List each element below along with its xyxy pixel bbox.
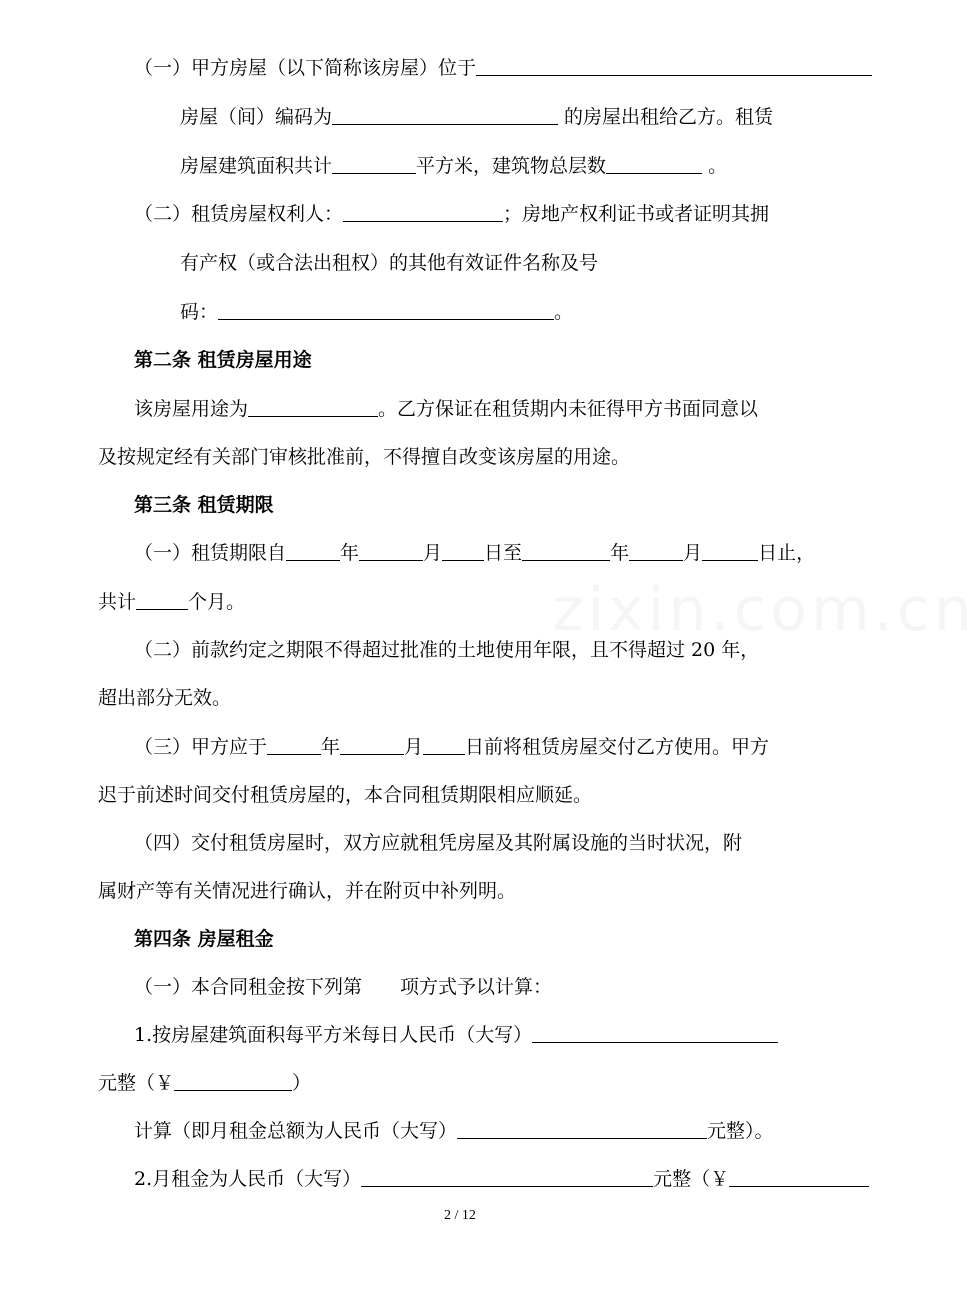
art3-p3-month: 月 xyxy=(404,736,424,758)
art1-p2-line1 xyxy=(134,200,769,228)
art2-l1b: 。乙方保证在租赁期内未征得甲方书面同意以 xyxy=(378,398,759,420)
art1-p1-l3a: 房屋建筑面积共计 xyxy=(180,155,333,177)
page-number: 2 / 12 xyxy=(444,1208,476,1223)
art3-p1-a: （一）租赁期限自 xyxy=(134,542,287,564)
art2-heading: 第二条 租赁房屋用途 xyxy=(134,349,312,371)
certificate-number-blank[interactable] xyxy=(218,299,554,320)
art3-p4-line1: （四）交付租赁房屋时，双方应就租凭房屋及其附属设施的当时状况，附 xyxy=(134,832,743,854)
art1-p1-line2 xyxy=(180,103,773,131)
art3-p1-l2b: 个月。 xyxy=(188,591,246,613)
monthly-total-blank[interactable] xyxy=(457,1118,707,1139)
art4-m1-a: 1.按房屋建筑面积每平方米每日人民币（大写） xyxy=(134,1024,533,1046)
art4-m1-l3a: 计算（即月租金总额为人民币（大写） xyxy=(134,1120,458,1142)
art3-heading: 第三条 租赁期限 xyxy=(134,494,274,516)
art3-year2: 年 xyxy=(610,542,630,564)
art3-p3-line2: 迟于前述时间交付租赁房屋的，本合同租赁期限相应顺延。 xyxy=(98,784,593,806)
art1-p2-l3b: 。 xyxy=(554,301,574,323)
art3-p1-line1 xyxy=(134,539,815,567)
art4-m2-b: 元整（￥ xyxy=(653,1168,730,1190)
art1-p1-label: （一）甲方房屋（以下简称该房屋）位于 xyxy=(134,57,477,79)
art4-m1-l2b: ） xyxy=(292,1072,312,1094)
delivery-month-blank[interactable] xyxy=(340,734,404,755)
art1-p2-line3 xyxy=(180,298,573,326)
art1-p1-line1 xyxy=(134,54,872,82)
start-month-blank[interactable] xyxy=(359,540,423,561)
art3-p3-day: 日前将租赁房屋交付乙方使用。甲方 xyxy=(465,736,770,758)
owner-blank[interactable] xyxy=(343,201,503,222)
art1-p1-l3b: 平方米，建筑物总层数 xyxy=(416,155,607,177)
end-year-blank[interactable] xyxy=(522,540,610,561)
monthly-rent-blank[interactable] xyxy=(361,1166,653,1187)
area-blank[interactable] xyxy=(332,153,416,174)
art2-l1a: 该房屋用途为 xyxy=(134,398,249,420)
floors-blank[interactable] xyxy=(606,153,702,174)
art3-p3-year: 年 xyxy=(321,736,341,758)
art1-p2-line2: 有产权（或合法出租权）的其他有效证件名称及号 xyxy=(180,252,599,274)
months-blank[interactable] xyxy=(136,589,188,610)
daily-rent-figure-blank[interactable] xyxy=(174,1070,292,1091)
art3-year1: 年 xyxy=(340,542,360,564)
location-blank[interactable] xyxy=(476,55,872,76)
art1-p2-l3a: 码： xyxy=(180,301,219,323)
art3-p1-l2a: 共计 xyxy=(98,591,137,613)
art1-p1-l2a: 房屋（间）编码为 xyxy=(180,106,333,128)
watermark: zixin.com.cn xyxy=(552,575,976,645)
art4-m1-line3 xyxy=(134,1117,774,1145)
delivery-year-blank[interactable] xyxy=(267,734,321,755)
art1-p1-line3 xyxy=(180,152,727,180)
monthly-rent-figure-blank[interactable] xyxy=(729,1166,869,1187)
start-year-blank[interactable] xyxy=(286,540,340,561)
usage-blank[interactable] xyxy=(248,396,378,417)
art3-p3-line1 xyxy=(134,733,769,761)
start-day-blank[interactable] xyxy=(442,540,484,561)
art3-day1: 日至 xyxy=(484,542,523,564)
art3-p4-line2: 属财产等有关情况进行确认，并在附页中补列明。 xyxy=(98,880,517,902)
art4-m1-l3b: 元整）。 xyxy=(707,1120,774,1142)
art3-month2: 月 xyxy=(683,542,703,564)
art4-m2-line1 xyxy=(134,1165,869,1193)
art4-heading: 第四条 房屋租金 xyxy=(134,928,274,950)
art4-m2-a: 2.月租金为人民币（大写） xyxy=(134,1168,362,1190)
art4-m1-line2 xyxy=(98,1069,311,1097)
art2-line1 xyxy=(134,395,758,423)
art1-p2-b: ；房地产权利证书或者证明其拥 xyxy=(503,203,770,225)
art3-month1: 月 xyxy=(423,542,443,564)
art3-p2-line2: 超出部分无效。 xyxy=(98,687,232,709)
art1-p2-a: （二）租赁房屋权利人： xyxy=(134,203,344,225)
daily-rent-blank[interactable] xyxy=(532,1022,778,1043)
art3-day2: 日止， xyxy=(758,542,816,564)
art2-line2: 及按规定经有关部门审核批准前，不得擅自改变该房屋的用途。 xyxy=(98,446,631,468)
art1-p1-l2b: 的房屋出租给乙方。租赁 xyxy=(558,106,774,128)
art4-p1: （一）本合同租金按下列第 项方式予以计算： xyxy=(134,976,553,998)
room-code-blank[interactable] xyxy=(332,104,558,125)
delivery-day-blank[interactable] xyxy=(423,734,465,755)
art4-m1-line1 xyxy=(134,1021,778,1049)
art3-p1-line2 xyxy=(98,588,245,616)
art4-m1-l2a: 元整（￥ xyxy=(98,1072,175,1094)
art3-p3-a: （三）甲方应于 xyxy=(134,736,268,758)
art3-p2-line1: （二）前款约定之期限不得超过批准的土地使用年限，且不得超过 20 年， xyxy=(134,639,760,661)
end-month-blank[interactable] xyxy=(629,540,683,561)
end-day-blank[interactable] xyxy=(702,540,758,561)
art1-p1-l3c: 。 xyxy=(702,155,728,177)
